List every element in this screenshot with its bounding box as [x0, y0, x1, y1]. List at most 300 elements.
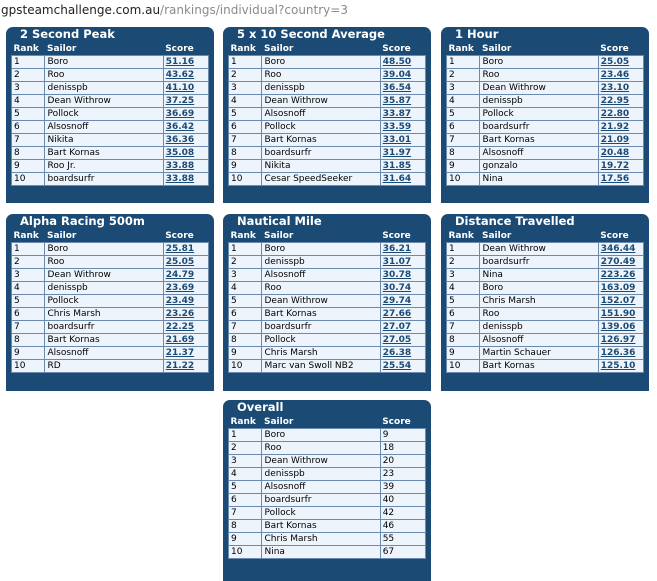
sailor-cell: denisspb: [262, 82, 380, 95]
table-row: [447, 295, 644, 308]
rank-cell: 10: [229, 546, 262, 559]
table-row: [12, 160, 209, 173]
column-header-score: Score: [598, 229, 643, 243]
ranking-table: [228, 229, 426, 373]
ranking-table: [228, 415, 426, 559]
rank-cell: 3: [447, 82, 480, 95]
score-link[interactable]: 33.87: [382, 109, 412, 119]
score-cell: [598, 295, 643, 308]
table-row: [229, 546, 426, 559]
table-row: [229, 295, 426, 308]
rank-cell: 5: [447, 108, 480, 121]
score-link[interactable]: 126.97: [600, 335, 636, 345]
rank-cell: 5: [12, 295, 45, 308]
score-cell: [380, 295, 425, 308]
score-link[interactable]: 25.05: [600, 57, 630, 67]
score-link[interactable]: 31.64: [382, 174, 412, 184]
score-cell: [163, 173, 208, 186]
column-header-sailor: Sailor: [262, 415, 380, 429]
sailor-cell: denisspb: [480, 321, 598, 334]
score-cell: [163, 282, 208, 295]
sailor-cell: Roo: [45, 69, 163, 82]
ranking-table: [11, 42, 209, 186]
sailor-cell: Alsosnoff: [262, 269, 380, 282]
column-header-score: Score: [163, 42, 208, 56]
score-link[interactable]: 19.72: [600, 161, 630, 171]
rank-cell: 1: [229, 429, 262, 442]
sailor-cell: Dean Withrow: [45, 95, 163, 108]
sailor-cell: Nikita: [45, 134, 163, 147]
rank-cell: 7: [229, 507, 262, 520]
rank-cell: 6: [447, 308, 480, 321]
column-header-score: Score: [163, 229, 208, 243]
table-row: [229, 134, 426, 147]
table-row: [12, 360, 209, 373]
score-link[interactable]: 37.25: [165, 96, 195, 106]
rank-cell: 2: [229, 69, 262, 82]
table-row: [229, 282, 426, 295]
column-header-rank: Rank: [12, 229, 45, 243]
score-cell: [598, 95, 643, 108]
score-link[interactable]: 17.56: [600, 174, 630, 184]
panel-distance-travelled: [441, 214, 649, 391]
url-path: /rankings/individual?country=3: [160, 3, 348, 17]
column-header-rank: Rank: [229, 415, 262, 429]
score-cell: [163, 121, 208, 134]
header-row: [229, 42, 426, 56]
sailor-cell: Alsosnoff: [45, 347, 163, 360]
score-link[interactable]: 39.04: [382, 70, 412, 80]
rank-cell: 7: [12, 134, 45, 147]
sailor-cell: Chris Marsh: [45, 308, 163, 321]
score-link[interactable]: 29.74: [382, 296, 412, 306]
score-cell: [380, 269, 425, 282]
table-row: [12, 121, 209, 134]
table-row: [447, 134, 644, 147]
table-row: [12, 334, 209, 347]
address-bar[interactable]: [0, 0, 657, 22]
rank-cell: 8: [12, 334, 45, 347]
score-link[interactable]: 270.49: [600, 257, 636, 267]
sailor-cell: Nina: [480, 173, 598, 186]
score-cell: [163, 321, 208, 334]
table-row: [12, 147, 209, 160]
score-cell: [163, 334, 208, 347]
sailor-cell: boardsurfr: [45, 173, 163, 186]
sailor-cell: Bart Kornas: [262, 308, 380, 321]
panel-title: 2 Second Peak: [20, 27, 115, 41]
score-link[interactable]: 51.16: [165, 57, 195, 67]
score-link[interactable]: 33.01: [382, 135, 412, 145]
sailor-cell: Alsosnoff: [480, 147, 598, 160]
header-row: [447, 42, 644, 56]
rank-cell: 3: [12, 269, 45, 282]
score-link[interactable]: 31.85: [382, 161, 412, 171]
table-row: [447, 95, 644, 108]
table-row: [447, 269, 644, 282]
column-header-score: Score: [598, 42, 643, 56]
score-link[interactable]: 139.06: [600, 322, 636, 332]
url-host: gpsteamchallenge.com.au: [1, 3, 161, 17]
table-row: [12, 69, 209, 82]
column-header-rank: Rank: [447, 42, 480, 56]
sailor-cell: Roo: [480, 69, 598, 82]
score-cell: [380, 56, 425, 69]
rank-cell: 2: [447, 69, 480, 82]
rank-cell: 6: [447, 121, 480, 134]
score-link[interactable]: 31.07: [382, 257, 412, 267]
sailor-cell: boardsurfr: [45, 321, 163, 334]
score-cell: 40: [380, 494, 425, 507]
panel-5x10-second-average: [223, 27, 431, 203]
rank-cell: 9: [229, 347, 262, 360]
score-cell: [380, 243, 425, 256]
sailor-cell: Nikita: [262, 160, 380, 173]
score-cell: [163, 108, 208, 121]
sailor-cell: Pollock: [480, 108, 598, 121]
rank-cell: 1: [229, 56, 262, 69]
rank-cell: 7: [12, 321, 45, 334]
table-row: [12, 321, 209, 334]
score-link[interactable]: 27.66: [382, 309, 412, 319]
table-row: [229, 308, 426, 321]
rank-cell: 8: [229, 334, 262, 347]
score-cell: [598, 147, 643, 160]
table-row: [447, 160, 644, 173]
sailor-cell: Nina: [262, 546, 380, 559]
score-link[interactable]: 23.49: [165, 296, 195, 306]
sailor-cell: boardsurfr: [480, 256, 598, 269]
score-link[interactable]: 163.09: [600, 283, 636, 293]
score-cell: [380, 147, 425, 160]
score-link[interactable]: 31.97: [382, 148, 412, 158]
ranking-table: [446, 42, 644, 186]
score-cell: [380, 134, 425, 147]
score-link[interactable]: 346.44: [600, 244, 636, 254]
rank-cell: 3: [12, 82, 45, 95]
table-row: [229, 494, 426, 507]
panel-2-second-peak: [6, 27, 214, 203]
score-cell: 39: [380, 481, 425, 494]
rank-cell: 6: [229, 308, 262, 321]
panel-title: 5 x 10 Second Average: [237, 27, 385, 41]
score-cell: [598, 256, 643, 269]
score-link[interactable]: 25.81: [165, 244, 195, 254]
score-link[interactable]: 36.21: [382, 244, 412, 254]
score-link[interactable]: 27.07: [382, 322, 412, 332]
column-header-sailor: Sailor: [480, 229, 598, 243]
score-cell: [598, 82, 643, 95]
score-cell: [598, 308, 643, 321]
column-header-rank: Rank: [229, 42, 262, 56]
sailor-cell: Boro: [480, 56, 598, 69]
rank-cell: 7: [229, 321, 262, 334]
score-link[interactable]: 36.42: [165, 122, 195, 132]
score-cell: [598, 282, 643, 295]
score-link[interactable]: 23.10: [600, 83, 630, 93]
score-link[interactable]: 21.22: [165, 361, 195, 371]
rank-cell: 2: [447, 256, 480, 269]
table-row: [229, 160, 426, 173]
column-header-score: Score: [380, 415, 425, 429]
rank-cell: 4: [12, 282, 45, 295]
table-row: [447, 347, 644, 360]
sailor-cell: Dean Withrow: [262, 95, 380, 108]
column-header-score: Score: [380, 229, 425, 243]
sailor-cell: boardsurfr: [480, 121, 598, 134]
sailor-cell: Nina: [480, 269, 598, 282]
table-row: [229, 468, 426, 481]
score-cell: [380, 160, 425, 173]
sailor-cell: denisspb: [45, 82, 163, 95]
sailor-cell: Roo: [262, 442, 380, 455]
score-link[interactable]: 223.26: [600, 270, 636, 280]
table-row: [447, 334, 644, 347]
score-cell: [163, 82, 208, 95]
score-link[interactable]: 21.69: [165, 335, 195, 345]
panel-overall: [223, 400, 431, 581]
sailor-cell: Roo: [45, 256, 163, 269]
sailor-cell: Chris Marsh: [262, 533, 380, 546]
score-cell: [163, 69, 208, 82]
rank-cell: 7: [447, 321, 480, 334]
rank-cell: 10: [447, 173, 480, 186]
table-row: [229, 147, 426, 160]
table-row: [12, 56, 209, 69]
sailor-cell: denisspb: [45, 282, 163, 295]
score-cell: [380, 347, 425, 360]
score-cell: [598, 173, 643, 186]
table-row: [229, 69, 426, 82]
sailor-cell: Martin Schauer: [480, 347, 598, 360]
panel-body: [228, 42, 426, 203]
ranking-table: [446, 229, 644, 373]
sailor-cell: boardsurfr: [262, 147, 380, 160]
score-cell: [598, 134, 643, 147]
table-row: [229, 334, 426, 347]
score-cell: [598, 69, 643, 82]
score-cell: [380, 282, 425, 295]
rank-cell: 5: [229, 295, 262, 308]
score-cell: [380, 108, 425, 121]
sailor-cell: RD: [45, 360, 163, 373]
rank-cell: 2: [229, 442, 262, 455]
score-link[interactable]: 24.79: [165, 270, 195, 280]
score-cell: 42: [380, 507, 425, 520]
score-link[interactable]: 30.78: [382, 270, 412, 280]
score-cell: [380, 256, 425, 269]
sailor-cell: Chris Marsh: [480, 295, 598, 308]
header-row: [229, 415, 426, 429]
score-cell: [380, 308, 425, 321]
score-link[interactable]: 43.62: [165, 70, 195, 80]
table-row: [229, 173, 426, 186]
panel-body: [228, 415, 426, 581]
rank-cell: 8: [447, 147, 480, 160]
sailor-cell: Dean Withrow: [45, 269, 163, 282]
score-link[interactable]: 33.88: [165, 161, 195, 171]
column-header-sailor: Sailor: [45, 229, 163, 243]
sailor-cell: boardsurfr: [262, 494, 380, 507]
score-cell: 9: [380, 429, 425, 442]
rank-cell: 9: [229, 533, 262, 546]
score-link[interactable]: 152.07: [600, 296, 636, 306]
score-cell: [598, 243, 643, 256]
rank-cell: 4: [447, 95, 480, 108]
score-link[interactable]: 25.05: [165, 257, 195, 267]
score-cell: [163, 56, 208, 69]
table-row: [12, 173, 209, 186]
header-row: [229, 229, 426, 243]
score-link[interactable]: 22.80: [600, 109, 630, 119]
score-link[interactable]: 25.54: [382, 361, 412, 371]
score-cell: [380, 121, 425, 134]
rank-cell: 6: [12, 121, 45, 134]
sailor-cell: Cesar SpeedSeeker: [262, 173, 380, 186]
score-link[interactable]: 36.69: [165, 109, 195, 119]
panel-body: [446, 229, 644, 391]
score-cell: 23: [380, 468, 425, 481]
score-cell: [598, 160, 643, 173]
table-row: [229, 481, 426, 494]
ranking-table: [228, 42, 426, 186]
sailor-cell: Dean Withrow: [480, 243, 598, 256]
panel-body: [446, 42, 644, 203]
score-link[interactable]: 151.90: [600, 309, 636, 319]
rank-cell: 10: [229, 173, 262, 186]
score-cell: 20: [380, 455, 425, 468]
table-row: [229, 95, 426, 108]
sailor-cell: Roo Jr.: [45, 160, 163, 173]
sailor-cell: Dean Withrow: [262, 295, 380, 308]
sailor-cell: Boro: [262, 56, 380, 69]
score-cell: 67: [380, 546, 425, 559]
rank-cell: 2: [229, 256, 262, 269]
score-link[interactable]: 21.09: [600, 135, 630, 145]
header-row: [12, 42, 209, 56]
score-link[interactable]: 36.54: [382, 83, 412, 93]
score-cell: [163, 295, 208, 308]
rank-cell: 10: [447, 360, 480, 373]
score-cell: 55: [380, 533, 425, 546]
score-link[interactable]: 23.69: [165, 283, 195, 293]
table-row: [447, 69, 644, 82]
score-link[interactable]: 30.74: [382, 283, 412, 293]
score-link[interactable]: 48.50: [382, 57, 412, 67]
score-link[interactable]: 21.37: [165, 348, 195, 358]
sailor-cell: Roo: [480, 308, 598, 321]
header-row: [12, 229, 209, 243]
sailor-cell: Dean Withrow: [480, 82, 598, 95]
table-row: [12, 295, 209, 308]
table-row: [12, 347, 209, 360]
score-link[interactable]: 20.48: [600, 148, 630, 158]
sailor-cell: denisspb: [262, 256, 380, 269]
table-row: [229, 442, 426, 455]
score-cell: [380, 334, 425, 347]
score-link[interactable]: 21.92: [600, 122, 630, 132]
sailor-cell: Roo: [262, 69, 380, 82]
score-link[interactable]: 126.36: [600, 348, 636, 358]
header-row: [447, 229, 644, 243]
table-row: [229, 121, 426, 134]
rank-cell: 4: [229, 95, 262, 108]
table-row: [229, 429, 426, 442]
score-link[interactable]: 125.10: [600, 361, 636, 371]
score-cell: [163, 134, 208, 147]
score-cell: [598, 56, 643, 69]
score-cell: [598, 108, 643, 121]
table-row: [229, 82, 426, 95]
score-link[interactable]: 22.25: [165, 322, 195, 332]
table-row: [12, 256, 209, 269]
score-link[interactable]: 33.59: [382, 122, 412, 132]
score-link[interactable]: 41.10: [165, 83, 195, 93]
score-cell: [163, 243, 208, 256]
score-link[interactable]: 23.26: [165, 309, 195, 319]
score-link[interactable]: 22.95: [600, 96, 630, 106]
score-link[interactable]: 35.08: [165, 148, 195, 158]
score-link[interactable]: 23.46: [600, 70, 630, 80]
score-cell: [163, 360, 208, 373]
score-cell: [163, 256, 208, 269]
table-row: [229, 455, 426, 468]
sailor-cell: Alsosnoff: [262, 108, 380, 121]
panel-body: [11, 229, 209, 391]
rank-cell: 5: [229, 481, 262, 494]
rank-cell: 8: [229, 147, 262, 160]
panel-body: [228, 229, 426, 391]
score-link[interactable]: 36.36: [165, 135, 195, 145]
table-row: [447, 321, 644, 334]
sailor-cell: Bart Kornas: [262, 134, 380, 147]
table-row: [229, 533, 426, 546]
sailor-cell: Alsosnoff: [262, 481, 380, 494]
score-cell: [163, 308, 208, 321]
panel-title: Nautical Mile: [237, 214, 322, 228]
sailor-cell: Pollock: [45, 108, 163, 121]
sailor-cell: Alsosnoff: [480, 334, 598, 347]
score-cell: [380, 95, 425, 108]
sailor-cell: Bart Kornas: [262, 520, 380, 533]
score-link[interactable]: 33.88: [165, 174, 195, 184]
table-row: [229, 269, 426, 282]
score-cell: [163, 269, 208, 282]
table-row: [447, 308, 644, 321]
score-cell: [598, 321, 643, 334]
rank-cell: 9: [12, 347, 45, 360]
rank-cell: 1: [229, 243, 262, 256]
sailor-cell: Bart Kornas: [45, 147, 163, 160]
rank-cell: 2: [12, 256, 45, 269]
score-link[interactable]: 35.87: [382, 96, 412, 106]
score-cell: [163, 147, 208, 160]
rank-cell: 6: [229, 494, 262, 507]
ranking-table: [11, 229, 209, 373]
sailor-cell: Boro: [262, 243, 380, 256]
sailor-cell: Bart Kornas: [480, 360, 598, 373]
rank-cell: 6: [229, 121, 262, 134]
panel-1-hour: [441, 27, 649, 203]
score-link[interactable]: 26.38: [382, 348, 412, 358]
column-header-sailor: Sailor: [45, 42, 163, 56]
column-header-sailor: Sailor: [262, 42, 380, 56]
score-link[interactable]: 27.05: [382, 335, 412, 345]
rank-cell: 5: [229, 108, 262, 121]
score-cell: 18: [380, 442, 425, 455]
rank-cell: 4: [229, 468, 262, 481]
table-row: [447, 282, 644, 295]
